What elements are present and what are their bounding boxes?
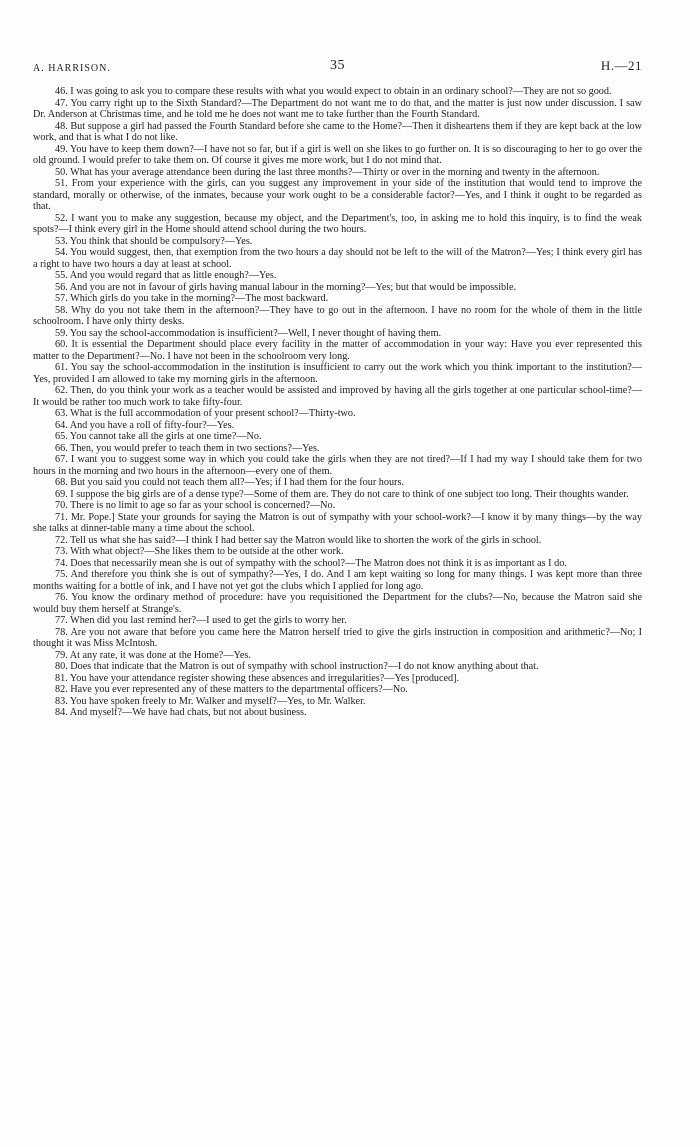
qa-paragraph: 78. Are you not aware that before you came here the Matron herself tried to give the girls instruction in composition and arithmetic?—No; I thought it was Miss McIntosh. [33, 626, 642, 649]
qa-paragraph: 66. Then, you would prefer to teach them in two sections?—Yes. [55, 442, 320, 454]
qa-paragraph: 67. I want you to suggest some way in which you could take the girls when they are not tired?—If I had my way I should take them for two hours in the morning and two hours in the afternoon—every one of them. [33, 454, 642, 477]
qa-paragraph: 46. I was going to ask you to compare these results with what you would expect to obtain in an ordinary school?—They are not so good. [55, 86, 612, 97]
qa-paragraph: 49. You have to keep them down?—I have not so far, but if a girl is well on she likes to go further on. It is so discouraging to her to go over the old ground. I would prefer to take them on. Of course it gives me more work, but I do not mind that. [33, 143, 642, 166]
qa-paragraph: 58. Why do you not take them in the afternoon?—They have to go out in the afternoon. I have no room for the whole of them in the little schoolroom. I have only thirty desks. [33, 304, 642, 327]
qa-paragraph: 62. Then, do you think your work as a teacher would be assisted and improved by having all the girls together at one particular school-time?—It would be rather too much work to take fifty-four. [33, 385, 642, 408]
qa-paragraph: 65. You cannot take all the girls at one time?—No. [55, 431, 262, 442]
qa-paragraph: 83. You have spoken freely to Mr. Walker and myself?—Yes, to Mr. Walker. [55, 695, 366, 707]
qa-paragraph: 47. You carry right up to the Sixth Standard?—The Department do not want me to do that, and the matter is just now under discussion. I saw Dr. Anderson at Christmas time, and he told me he does not want me to take further than the Fourth Standard. [33, 97, 642, 120]
qa-paragraph: 59. You say the school-accommodation is insufficient?—Well, I never thought of having them. [55, 327, 442, 339]
qa-paragraph: 48. But suppose a girl had passed the Fourth Standard before she came to the Home?—Then it disheartens them if they are kept back at the low work, and that is what I do not like. [33, 120, 642, 143]
qa-paragraph: 64. And you have a roll of fifty-four?—Yes. [55, 419, 235, 431]
qa-paragraph: 57. Which girls do you take in the morning?—The most backward. [55, 293, 329, 304]
qa-paragraph: 54. You would suggest, then, that exemption from the two hours a day should not be left to the will of the Matron?—Yes; I think every girl has a right to have two hours a day at least at school. [33, 247, 642, 270]
qa-paragraph: 81. You have your attendance register showing these absences and irregularities?—Yes [produced]. [55, 672, 460, 684]
qa-paragraph: 53. You think that should be compulsory?—Yes. [55, 235, 253, 247]
qa-paragraph: 77. When did you last remind her?—I used to get the girls to worry her. [55, 615, 347, 626]
qa-paragraph: 76. You know the ordinary method of procedure: have you requisitioned the Department for the clubs?—No, because the Matron said she would buy them herself at Strange's. [33, 592, 642, 615]
qa-paragraph: 56. And you are not in favour of girls having manual labour in the morning?—Yes; but that would be impossible. [55, 281, 517, 293]
qa-paragraph: 72. Tell us what she has said?—I think I had better say the Matron would like to shorten the work of the girls in school. [55, 534, 542, 546]
page-header [33, 58, 642, 76]
page-number: 35 [330, 58, 345, 73]
qa-paragraph: 69. I suppose the big girls are of a dense type?—Some of them are. They do not care to think of one subject too long. Their thoughts wander. [55, 488, 629, 500]
qa-paragraph: 71. Mr. Pope.] State your grounds for saying the Matron is out of sympathy with your school-work?—I know it by many things—by the way she talks at dinner-table many a time about the school. [33, 511, 642, 534]
qa-paragraph: 70. There is no limit to age so far as your school is concerned?—No. [55, 500, 336, 511]
qa-paragraph: 63. What is the full accommodation of your present school?—Thirty-two. [55, 408, 356, 419]
qa-paragraph: 75. And therefore you think she is out of sympathy?—Yes, I do. And I am kept waiting so long for many things. I was kept more than three months waiting for a bottle of ink, and I have not yet got the clubs which I applied for long ago. [33, 569, 642, 592]
qa-paragraph: 84. And myself?—We have had chats, but not about business. [55, 707, 307, 718]
qa-paragraph: 61. You say the school-accommodation in the institution is insufficient to carry out the work which you think important to the institution?—Yes, provided I am allowed to take my morning girls in the afternoon. [33, 362, 642, 385]
qa-paragraph: 79. At any rate, it was done at the Home?—Yes. [55, 649, 251, 661]
qa-paragraph: 60. It is essential the Department should place every facility in the matter of accommodation in your way: Have you ever represented this matter to the Department?—No. I have not been in the schoolroom very long. [33, 339, 642, 362]
qa-paragraph: 73. With what object?—She likes them to be outside at the other work. [55, 546, 344, 557]
qa-paragraph: 80. Does that indicate that the Matron is out of sympathy with school instruction?—I do not know anything about that. [55, 661, 539, 672]
qa-paragraph: 52. I want you to make any suggestion, because my object, and the Department's, too, in asking me to hold this inquiry, is to find the weak spots?—I think every girl in the Home should attend school during the two hours. [33, 212, 642, 235]
document-code: H.—21 [600, 58, 642, 73]
document-body [33, 86, 642, 719]
witness-name: A. HARRISON. [33, 63, 111, 74]
qa-paragraph: 82. Have you ever represented any of these matters to the departmental officers?—No. [55, 684, 408, 695]
qa-paragraph: 51. From your experience with the girls, can you suggest any improvement in your side of the institution that would tend to improve the standard, morally or otherwise, of the inmates, because your work ought to be a considerable factor?—Yes, and I think it ought to be regarded as that. [33, 178, 642, 212]
qa-paragraph: 68. But you said you could not teach them all?—Yes; if I had them for the four hours. [55, 477, 404, 488]
qa-paragraph: 55. And you would regard that as little enough?—Yes. [55, 270, 277, 281]
qa-paragraph: 74. Does that necessarily mean she is out of sympathy with the school?—The Matron does not think it is as important as I do. [55, 557, 567, 569]
qa-paragraph: 50. What has your average attendance been during the last three months?—Thirty or over in the morning and twenty in the afternoon. [55, 166, 600, 178]
